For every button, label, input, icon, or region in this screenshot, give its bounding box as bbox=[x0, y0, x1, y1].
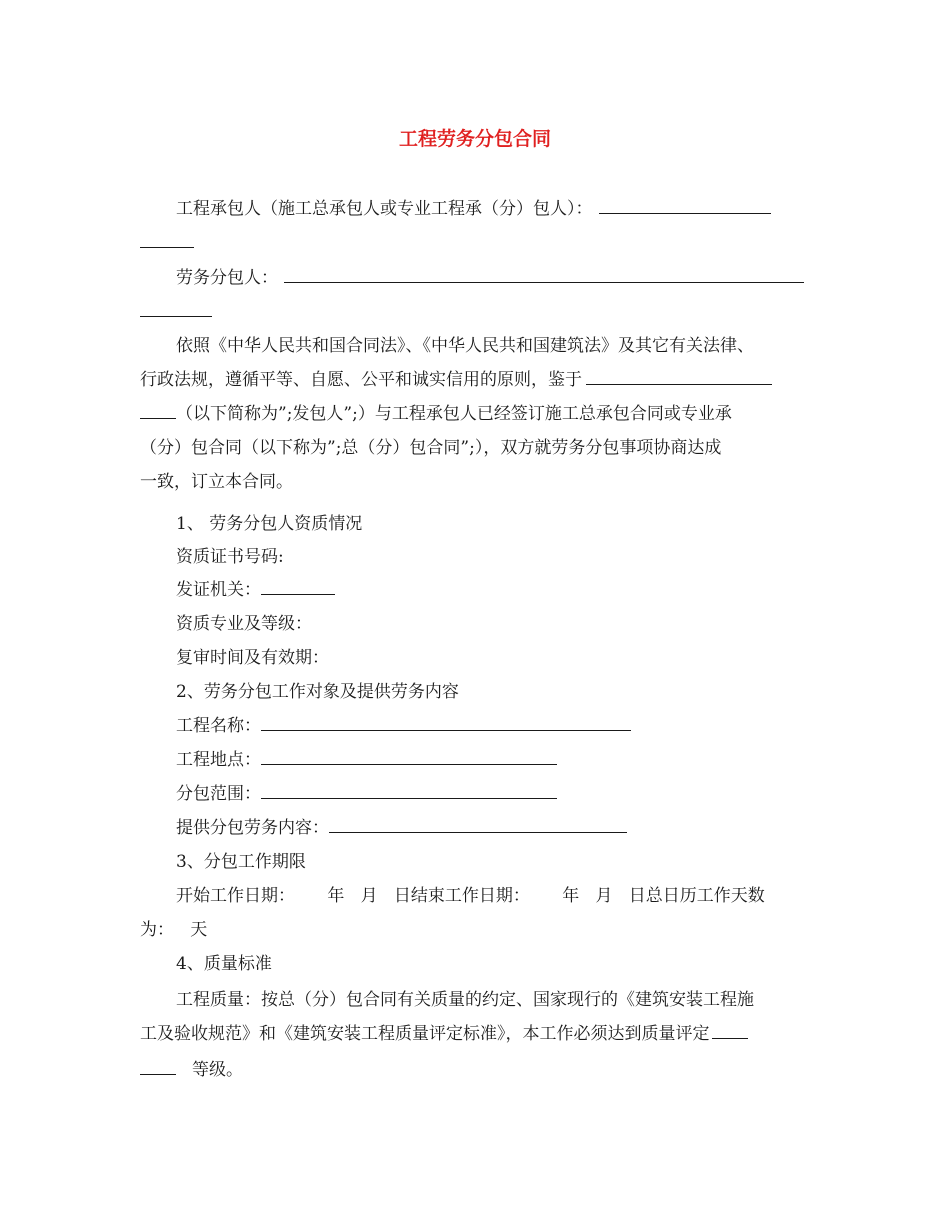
project-name-line bbox=[176, 714, 816, 738]
scope-line bbox=[176, 782, 816, 806]
project-location-label: 工程地点： bbox=[176, 750, 261, 770]
project-location-line bbox=[176, 748, 816, 772]
section1-heading: 1、 劳务分包人资质情况 bbox=[176, 514, 363, 534]
review-label: 复审时间及有效期： bbox=[176, 648, 329, 668]
section4-heading: 4、质量标准 bbox=[176, 954, 272, 974]
preamble-line-5: 一致，订立本合同。 bbox=[140, 472, 293, 492]
contractor-label: 工程承包人（施工总承包人或专业工程承（分）包人）： bbox=[176, 199, 593, 219]
preamble-line-3: （以下简称为”;发包人”;）与工程承包人已经签订施工总承包合同或专业承 bbox=[140, 402, 815, 426]
section2-heading: 2、劳务分包工作对象及提供劳务内容 bbox=[176, 682, 459, 702]
period-line-1: 开始工作日期： 年 月 日结束工作日期： 年 月 日总日历工作天数 bbox=[176, 886, 765, 906]
contractor-blank bbox=[599, 199, 771, 214]
preamble-line-2: 行政法规，遵循平等、自愿、公平和诚实信用的原则，鉴于 bbox=[140, 368, 815, 392]
subcontractor-label: 劳务分包人： bbox=[176, 268, 278, 288]
section3-heading: 3、分包工作期限 bbox=[176, 852, 306, 872]
preamble-line-1: 依照《中华人民共和国合同法》、《中华人民共和国建筑法》及其它有关法律、 bbox=[176, 336, 754, 356]
employer-blank bbox=[586, 370, 772, 385]
quality-line-3: 等级。 bbox=[140, 1058, 815, 1082]
quality-blank-tail bbox=[140, 1060, 176, 1075]
contractor-line bbox=[176, 197, 816, 221]
contractor-blank-cont bbox=[140, 231, 815, 255]
period-line-2: 为： 天 bbox=[140, 920, 208, 940]
scope-label: 分包范围： bbox=[176, 784, 261, 804]
project-name-blank bbox=[261, 716, 631, 731]
cert-no-label: 资质证书号码: bbox=[176, 547, 284, 567]
quality-blank bbox=[712, 1024, 748, 1039]
quality-line-2: 工及验收规范》和《建筑安装工程质量评定标准》，本工作必须达到质量评定 bbox=[140, 1022, 815, 1046]
page-title: 工程劳务分包合同 bbox=[398, 128, 551, 150]
quality-line-1: 工程质量：按总（分）包合同有关质量的约定、国家现行的《建筑安装工程施 bbox=[176, 990, 754, 1010]
issuer-line bbox=[176, 578, 816, 602]
issuer-blank bbox=[261, 580, 335, 595]
subcontractor-blank-cont bbox=[140, 300, 815, 324]
subcontractor-blank bbox=[284, 268, 804, 283]
scope-blank bbox=[261, 784, 557, 799]
project-name-label: 工程名称： bbox=[176, 716, 261, 736]
issuer-label: 发证机关： bbox=[176, 580, 261, 600]
subcontractor-blank-tail bbox=[140, 302, 212, 317]
employer-blank-tail bbox=[140, 404, 176, 419]
preamble-line-4: （分）包合同（以下称为”;总（分）包合同”;），双方就劳务分包事项协商达成 bbox=[140, 438, 722, 458]
specialty-label: 资质专业及等级： bbox=[176, 614, 312, 634]
content-blank bbox=[329, 818, 627, 833]
content-line bbox=[176, 816, 816, 840]
project-location-blank bbox=[261, 750, 557, 765]
content-label: 提供分包劳务内容： bbox=[176, 818, 329, 838]
subcontractor-line bbox=[176, 266, 816, 290]
contractor-blank-tail bbox=[140, 233, 194, 248]
